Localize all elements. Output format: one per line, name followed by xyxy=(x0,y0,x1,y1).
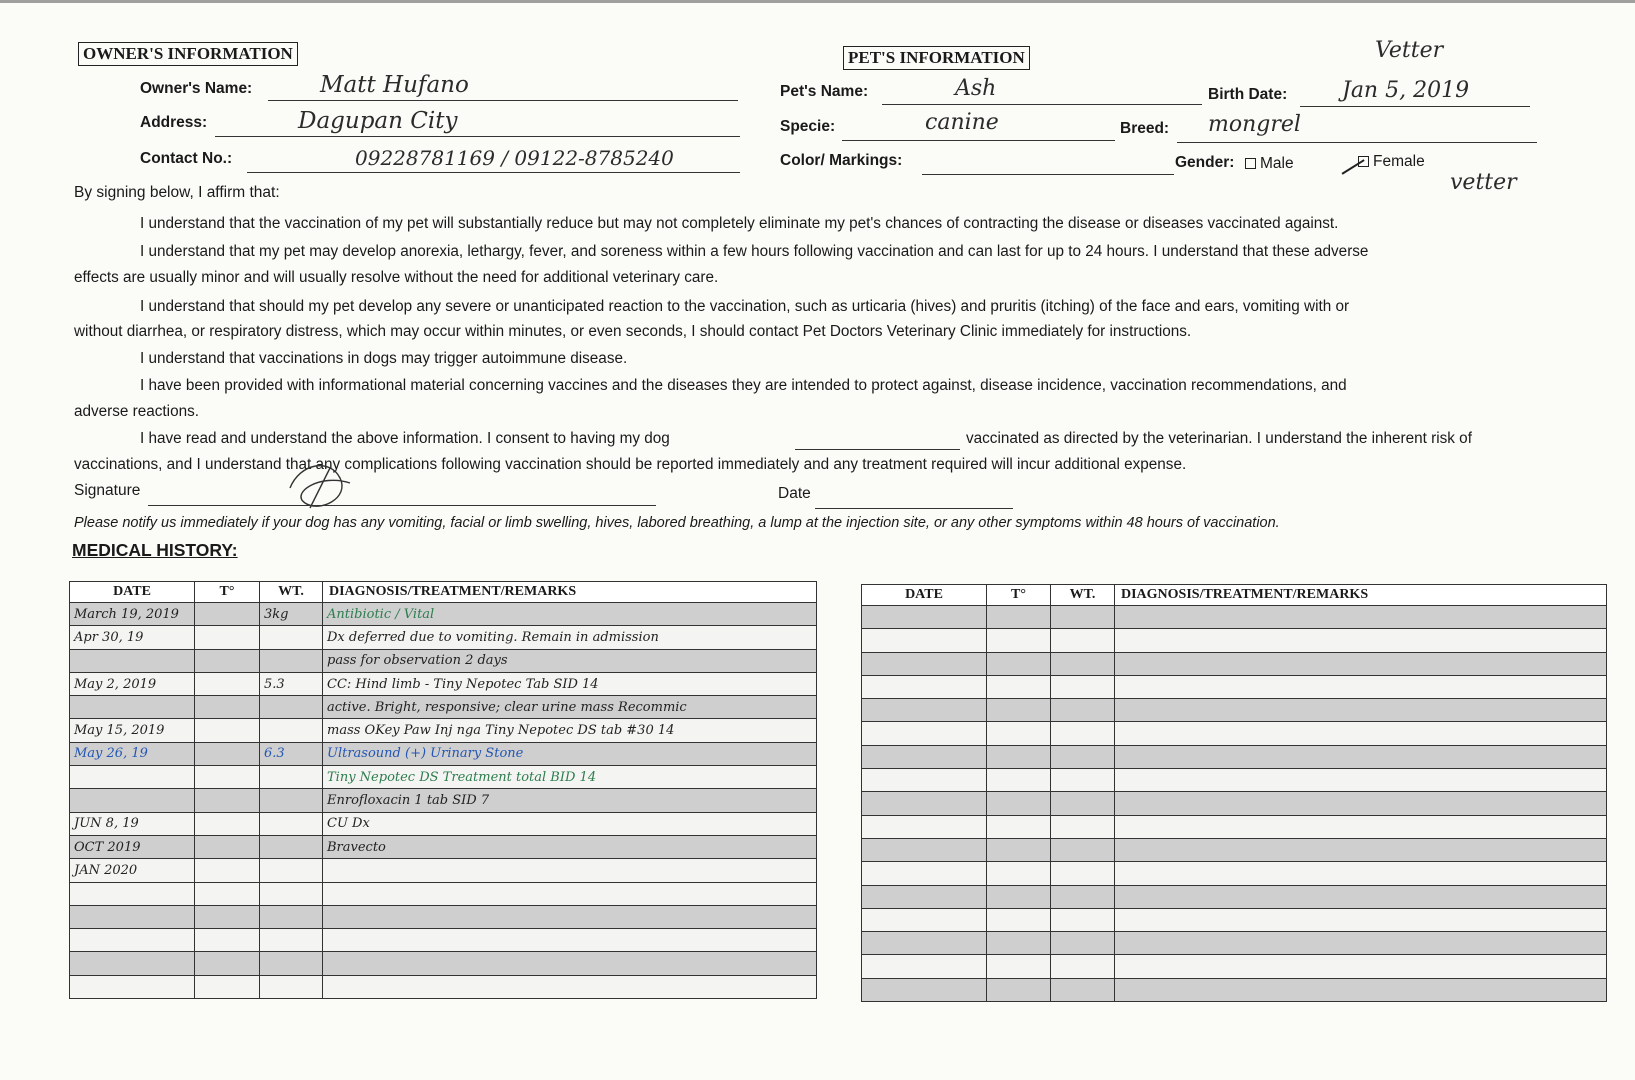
table-row xyxy=(70,696,817,719)
cell-date[interactable] xyxy=(862,862,987,885)
medical-history-heading: MEDICAL HISTORY: xyxy=(72,540,238,560)
cell-weight[interactable] xyxy=(1051,932,1115,955)
cell-date[interactable] xyxy=(862,769,987,792)
cell-remarks[interactable] xyxy=(1115,955,1607,978)
cell-weight[interactable] xyxy=(1051,745,1115,768)
table-row xyxy=(862,652,1607,675)
cell-remarks[interactable]: CC: Hind limb - Tiny Nepotec Tab SID 14 xyxy=(323,672,817,695)
cell-date[interactable] xyxy=(862,955,987,978)
cell-date[interactable]: May 15, 2019 xyxy=(70,719,195,742)
date-label: Date xyxy=(778,485,811,502)
cell-temp[interactable] xyxy=(195,719,260,742)
medical-history-table-left xyxy=(69,581,817,999)
table-row xyxy=(862,745,1607,768)
pet-breed-label: Breed: xyxy=(1120,120,1170,137)
cell-temp[interactable] xyxy=(987,815,1051,838)
pet-specie-value: canine xyxy=(925,110,999,135)
pet-side-note: vetter xyxy=(1450,170,1517,195)
male-checkbox[interactable] xyxy=(1245,158,1256,169)
cell-remarks[interactable]: Dx deferred due to vomiting. Remain in admission xyxy=(323,626,817,649)
table-row xyxy=(70,789,817,812)
cell-temp[interactable] xyxy=(195,649,260,672)
cell-date[interactable] xyxy=(862,675,987,698)
cell-temp[interactable] xyxy=(195,905,260,928)
cell-remarks[interactable] xyxy=(1115,838,1607,861)
cell-date[interactable] xyxy=(70,882,195,905)
table-row xyxy=(862,629,1607,652)
cell-date[interactable] xyxy=(70,905,195,928)
cell-weight[interactable] xyxy=(1051,838,1115,861)
cell-weight[interactable] xyxy=(260,882,323,905)
consent-p1: I understand that the vaccination of my pet will substantially reduce but may not completely eliminate my pet's chances of contracting the disease or diseases vaccinated against. xyxy=(140,215,1339,232)
notify-notice: Please notify us immediately if your dog has any vomiting, facial or limb swelling, hives, labored breathing, a lump at the injection site, or any other symptoms within 48 hours of vaccination. xyxy=(74,515,1280,531)
cell-date[interactable] xyxy=(862,908,987,931)
cell-remarks[interactable] xyxy=(1115,652,1607,675)
col-remarks: DIAGNOSIS/TREATMENT/REMARKS xyxy=(1115,585,1607,606)
signature-field[interactable] xyxy=(148,485,656,506)
cell-temp[interactable] xyxy=(987,769,1051,792)
cell-weight[interactable] xyxy=(1051,652,1115,675)
cell-weight[interactable] xyxy=(260,975,323,998)
cell-date[interactable] xyxy=(862,629,987,652)
cell-remarks[interactable] xyxy=(323,905,817,928)
cell-remarks[interactable] xyxy=(1115,932,1607,955)
cell-temp[interactable] xyxy=(195,603,260,626)
cell-temp[interactable] xyxy=(195,812,260,835)
cell-temp[interactable] xyxy=(195,882,260,905)
pet-birth-label: Birth Date: xyxy=(1208,86,1288,103)
cell-weight[interactable] xyxy=(1051,908,1115,931)
table-row xyxy=(70,812,817,835)
cell-temp[interactable] xyxy=(987,838,1051,861)
table-row xyxy=(70,835,817,858)
cell-weight[interactable] xyxy=(1051,955,1115,978)
table-row xyxy=(862,606,1607,629)
table-row xyxy=(70,882,817,905)
owner-address-field[interactable] xyxy=(215,116,740,137)
cell-date[interactable]: May 2, 2019 xyxy=(70,672,195,695)
cell-temp[interactable] xyxy=(987,652,1051,675)
table-row xyxy=(70,626,817,649)
cell-temp[interactable] xyxy=(987,932,1051,955)
table-row xyxy=(862,955,1607,978)
cell-weight[interactable] xyxy=(1051,699,1115,722)
table-row xyxy=(70,766,817,789)
cell-remarks[interactable] xyxy=(1115,769,1607,792)
cell-temp[interactable] xyxy=(987,745,1051,768)
cell-date[interactable] xyxy=(70,696,195,719)
cell-weight[interactable] xyxy=(1051,629,1115,652)
cell-temp[interactable] xyxy=(987,978,1051,1001)
pet-name-label: Pet's Name: xyxy=(780,83,869,100)
cell-temp[interactable] xyxy=(987,675,1051,698)
cell-remarks[interactable]: CU Dx xyxy=(323,812,817,835)
cell-remarks[interactable] xyxy=(1115,745,1607,768)
cell-weight[interactable] xyxy=(1051,722,1115,745)
table-row xyxy=(70,719,817,742)
table-row xyxy=(862,722,1607,745)
cell-remarks[interactable] xyxy=(1115,722,1607,745)
cell-date[interactable] xyxy=(862,722,987,745)
owner-name-value: Matt Hufano xyxy=(320,72,469,98)
cell-date[interactable] xyxy=(70,975,195,998)
male-label: Male xyxy=(1260,155,1294,172)
cell-temp[interactable] xyxy=(195,789,260,812)
cell-weight[interactable] xyxy=(1051,815,1115,838)
cell-temp[interactable] xyxy=(987,955,1051,978)
col-temp: T° xyxy=(195,582,260,603)
table-row xyxy=(70,905,817,928)
cell-weight[interactable] xyxy=(260,789,323,812)
cell-date[interactable] xyxy=(862,652,987,675)
table-row xyxy=(70,672,817,695)
consent-intro: By signing below, I affirm that: xyxy=(74,184,280,201)
table-header-row xyxy=(862,585,1607,606)
cell-weight[interactable] xyxy=(260,905,323,928)
cell-remarks[interactable] xyxy=(1115,629,1607,652)
medical-history-table-right xyxy=(861,584,1607,1002)
cell-weight[interactable] xyxy=(260,649,323,672)
dog-name-blank[interactable] xyxy=(795,431,960,450)
cell-weight[interactable]: 6.3 xyxy=(260,742,323,765)
pet-color-field[interactable] xyxy=(922,154,1174,175)
table-row xyxy=(70,649,817,672)
table-row xyxy=(70,952,817,975)
owner-contact-label: Contact No.: xyxy=(140,150,233,167)
cell-weight[interactable] xyxy=(1051,885,1115,908)
col-temp: T° xyxy=(987,585,1051,606)
gender-male-option[interactable] xyxy=(1245,155,1294,173)
cell-weight[interactable] xyxy=(260,835,323,858)
cell-temp[interactable] xyxy=(195,766,260,789)
cell-temp[interactable] xyxy=(987,908,1051,931)
pet-name-value: Ash xyxy=(955,76,997,101)
cell-weight[interactable] xyxy=(1051,606,1115,629)
cell-weight[interactable] xyxy=(260,696,323,719)
col-date: DATE xyxy=(862,585,987,606)
consent-p2b: effects are usually minor and will usually resolve without the need for additional veterinary care. xyxy=(74,269,719,286)
cell-weight[interactable] xyxy=(260,859,323,882)
pet-gender-label: Gender: xyxy=(1175,154,1235,171)
cell-remarks[interactable] xyxy=(1115,792,1607,815)
cell-temp[interactable] xyxy=(195,952,260,975)
cell-date[interactable] xyxy=(862,932,987,955)
pet-breed-value: mongrel xyxy=(1208,112,1301,137)
cell-remarks[interactable] xyxy=(1115,675,1607,698)
cell-remarks[interactable]: active. Bright, responsive; clear urine mass Recommic xyxy=(323,696,817,719)
col-weight: WT. xyxy=(1051,585,1115,606)
consent-p6a-end: vaccinated as directed by the veterinarian. I understand the inherent risk of xyxy=(966,430,1472,447)
cell-weight[interactable] xyxy=(1051,792,1115,815)
signature-scribble xyxy=(270,458,380,518)
table-row xyxy=(862,885,1607,908)
cell-weight[interactable]: 5.3 xyxy=(260,672,323,695)
cell-temp[interactable] xyxy=(195,835,260,858)
pet-name-field[interactable] xyxy=(882,84,1202,105)
cell-weight[interactable]: 3kg xyxy=(260,603,323,626)
cell-date[interactable]: March 19, 2019 xyxy=(70,603,195,626)
table-row xyxy=(70,975,817,998)
consent-p5a: I have been provided with informational material concerning vaccines and the diseases they are intended to protect against, disease incidence, vaccination recommendations, and xyxy=(140,377,1347,394)
table-row xyxy=(70,742,817,765)
cell-date[interactable]: JUN 8, 19 xyxy=(70,812,195,835)
col-date: DATE xyxy=(70,582,195,603)
cell-date[interactable] xyxy=(70,766,195,789)
cell-date[interactable]: OCT 2019 xyxy=(70,835,195,858)
cell-date[interactable] xyxy=(862,815,987,838)
cell-remarks[interactable] xyxy=(1115,862,1607,885)
table-row xyxy=(70,603,817,626)
consent-p3b: without diarrhea, or respiratory distress, which may occur within minutes, or even seconds, I should contact Pet Doctors Veterinary Clinic immediately for instructions. xyxy=(74,323,1192,340)
cell-weight[interactable] xyxy=(260,812,323,835)
consent-p3a: I understand that should my pet develop any severe or unanticipated reaction to the vaccination, such as urticaria (hives) and pruritis (itching) of the face and ears, vomiting with or xyxy=(140,298,1350,315)
cell-temp[interactable] xyxy=(987,699,1051,722)
table-row xyxy=(862,675,1607,698)
cell-date[interactable] xyxy=(862,699,987,722)
cell-remarks[interactable]: pass for observation 2 days xyxy=(323,649,817,672)
pet-birth-value: Jan 5, 2019 xyxy=(1342,78,1470,103)
cell-remarks[interactable] xyxy=(323,882,817,905)
cell-remarks[interactable] xyxy=(1115,885,1607,908)
cell-temp[interactable] xyxy=(195,672,260,695)
cell-remarks[interactable] xyxy=(1115,908,1607,931)
cell-date[interactable] xyxy=(70,789,195,812)
cell-temp[interactable] xyxy=(987,606,1051,629)
cell-date[interactable]: May 26, 19 xyxy=(70,742,195,765)
gender-female-option[interactable] xyxy=(1358,153,1425,171)
cell-remarks[interactable] xyxy=(323,975,817,998)
pet-top-note: Vetter xyxy=(1375,38,1444,63)
cell-temp[interactable] xyxy=(195,696,260,719)
col-remarks: DIAGNOSIS/TREATMENT/REMARKS xyxy=(323,582,817,603)
table-row xyxy=(862,699,1607,722)
owner-address-value: Dagupan City xyxy=(298,108,458,134)
female-label: Female xyxy=(1373,153,1425,170)
cell-remarks[interactable] xyxy=(1115,815,1607,838)
cell-date[interactable] xyxy=(70,952,195,975)
date-field[interactable] xyxy=(815,488,1013,509)
cell-temp[interactable] xyxy=(987,862,1051,885)
cell-remarks[interactable]: Ultrasound (+) Urinary Stone xyxy=(323,742,817,765)
pet-specie-label: Specie: xyxy=(780,118,836,135)
cell-temp[interactable] xyxy=(987,722,1051,745)
consent-p4: I understand that vaccinations in dogs may trigger autoimmune disease. xyxy=(140,350,628,367)
cell-weight[interactable] xyxy=(1051,978,1115,1001)
cell-date[interactable] xyxy=(70,649,195,672)
table-row xyxy=(862,978,1607,1001)
cell-remarks[interactable] xyxy=(1115,699,1607,722)
cell-date[interactable] xyxy=(862,792,987,815)
cell-remarks[interactable]: Enrofloxacin 1 tab SID 7 xyxy=(323,789,817,812)
cell-temp[interactable] xyxy=(987,885,1051,908)
cell-date[interactable] xyxy=(862,885,987,908)
cell-date[interactable]: JAN 2020 xyxy=(70,859,195,882)
table-row xyxy=(70,929,817,952)
cell-remarks[interactable] xyxy=(323,859,817,882)
cell-date[interactable] xyxy=(862,606,987,629)
cell-remarks[interactable] xyxy=(323,929,817,952)
pet-color-label: Color/ Markings: xyxy=(780,152,903,169)
cell-remarks[interactable] xyxy=(1115,978,1607,1001)
cell-remarks[interactable]: mass OKey Paw Inj nga Tiny Nepotec DS tab #30 14 xyxy=(323,719,817,742)
table-row xyxy=(862,792,1607,815)
consent-p2a: I understand that my pet may develop anorexia, lethargy, fever, and soreness within a few hours following vaccination and can last for up to 24 hours. I understand that these adverse xyxy=(140,243,1369,260)
table-row xyxy=(862,815,1607,838)
consent-p5b: adverse reactions. xyxy=(74,403,199,420)
owner-name-label: Owner's Name: xyxy=(140,80,253,97)
cell-temp[interactable] xyxy=(195,929,260,952)
table-row xyxy=(862,908,1607,931)
consent-p6b: vaccinations, and I understand that any complications following vaccination should be reported immediately and any treatment required will incur additional expense. xyxy=(74,456,1187,473)
table-header-row xyxy=(70,582,817,603)
cell-temp[interactable] xyxy=(195,859,260,882)
cell-date[interactable] xyxy=(862,978,987,1001)
cell-temp[interactable] xyxy=(987,629,1051,652)
cell-temp[interactable] xyxy=(195,975,260,998)
cell-temp[interactable] xyxy=(195,626,260,649)
cell-weight[interactable] xyxy=(260,952,323,975)
signature-label: Signature xyxy=(74,482,141,499)
cell-weight[interactable] xyxy=(1051,675,1115,698)
cell-remarks[interactable] xyxy=(1115,606,1607,629)
cell-date[interactable] xyxy=(862,745,987,768)
top-edge xyxy=(0,0,1635,3)
table-row xyxy=(862,932,1607,955)
cell-weight[interactable] xyxy=(1051,769,1115,792)
table-row xyxy=(70,859,817,882)
owner-heading: OWNER'S INFORMATION xyxy=(78,42,298,66)
cell-weight[interactable] xyxy=(1051,862,1115,885)
cell-date[interactable] xyxy=(862,838,987,861)
pet-heading: PET'S INFORMATION xyxy=(843,46,1030,70)
cell-remarks[interactable]: Antibiotic / Vital xyxy=(323,603,817,626)
cell-remarks[interactable]: Tiny Nepotec DS Treatment total BID 14 xyxy=(323,766,817,789)
cell-weight[interactable] xyxy=(260,626,323,649)
owner-address-label: Address: xyxy=(140,114,208,131)
cell-date[interactable]: Apr 30, 19 xyxy=(70,626,195,649)
cell-weight[interactable] xyxy=(260,719,323,742)
consent-p6a-start: I have read and understand the above information. I consent to having my dog xyxy=(140,430,670,447)
cell-temp[interactable] xyxy=(195,742,260,765)
cell-remarks[interactable]: Bravecto xyxy=(323,835,817,858)
cell-weight[interactable] xyxy=(260,929,323,952)
table-row xyxy=(862,862,1607,885)
cell-weight[interactable] xyxy=(260,766,323,789)
col-weight: WT. xyxy=(260,582,323,603)
owner-contact-value: 09228781169 / 09122-8785240 xyxy=(355,146,674,170)
cell-remarks[interactable] xyxy=(323,952,817,975)
table-row xyxy=(862,838,1607,861)
cell-date[interactable] xyxy=(70,929,195,952)
table-row xyxy=(862,769,1607,792)
cell-temp[interactable] xyxy=(987,792,1051,815)
